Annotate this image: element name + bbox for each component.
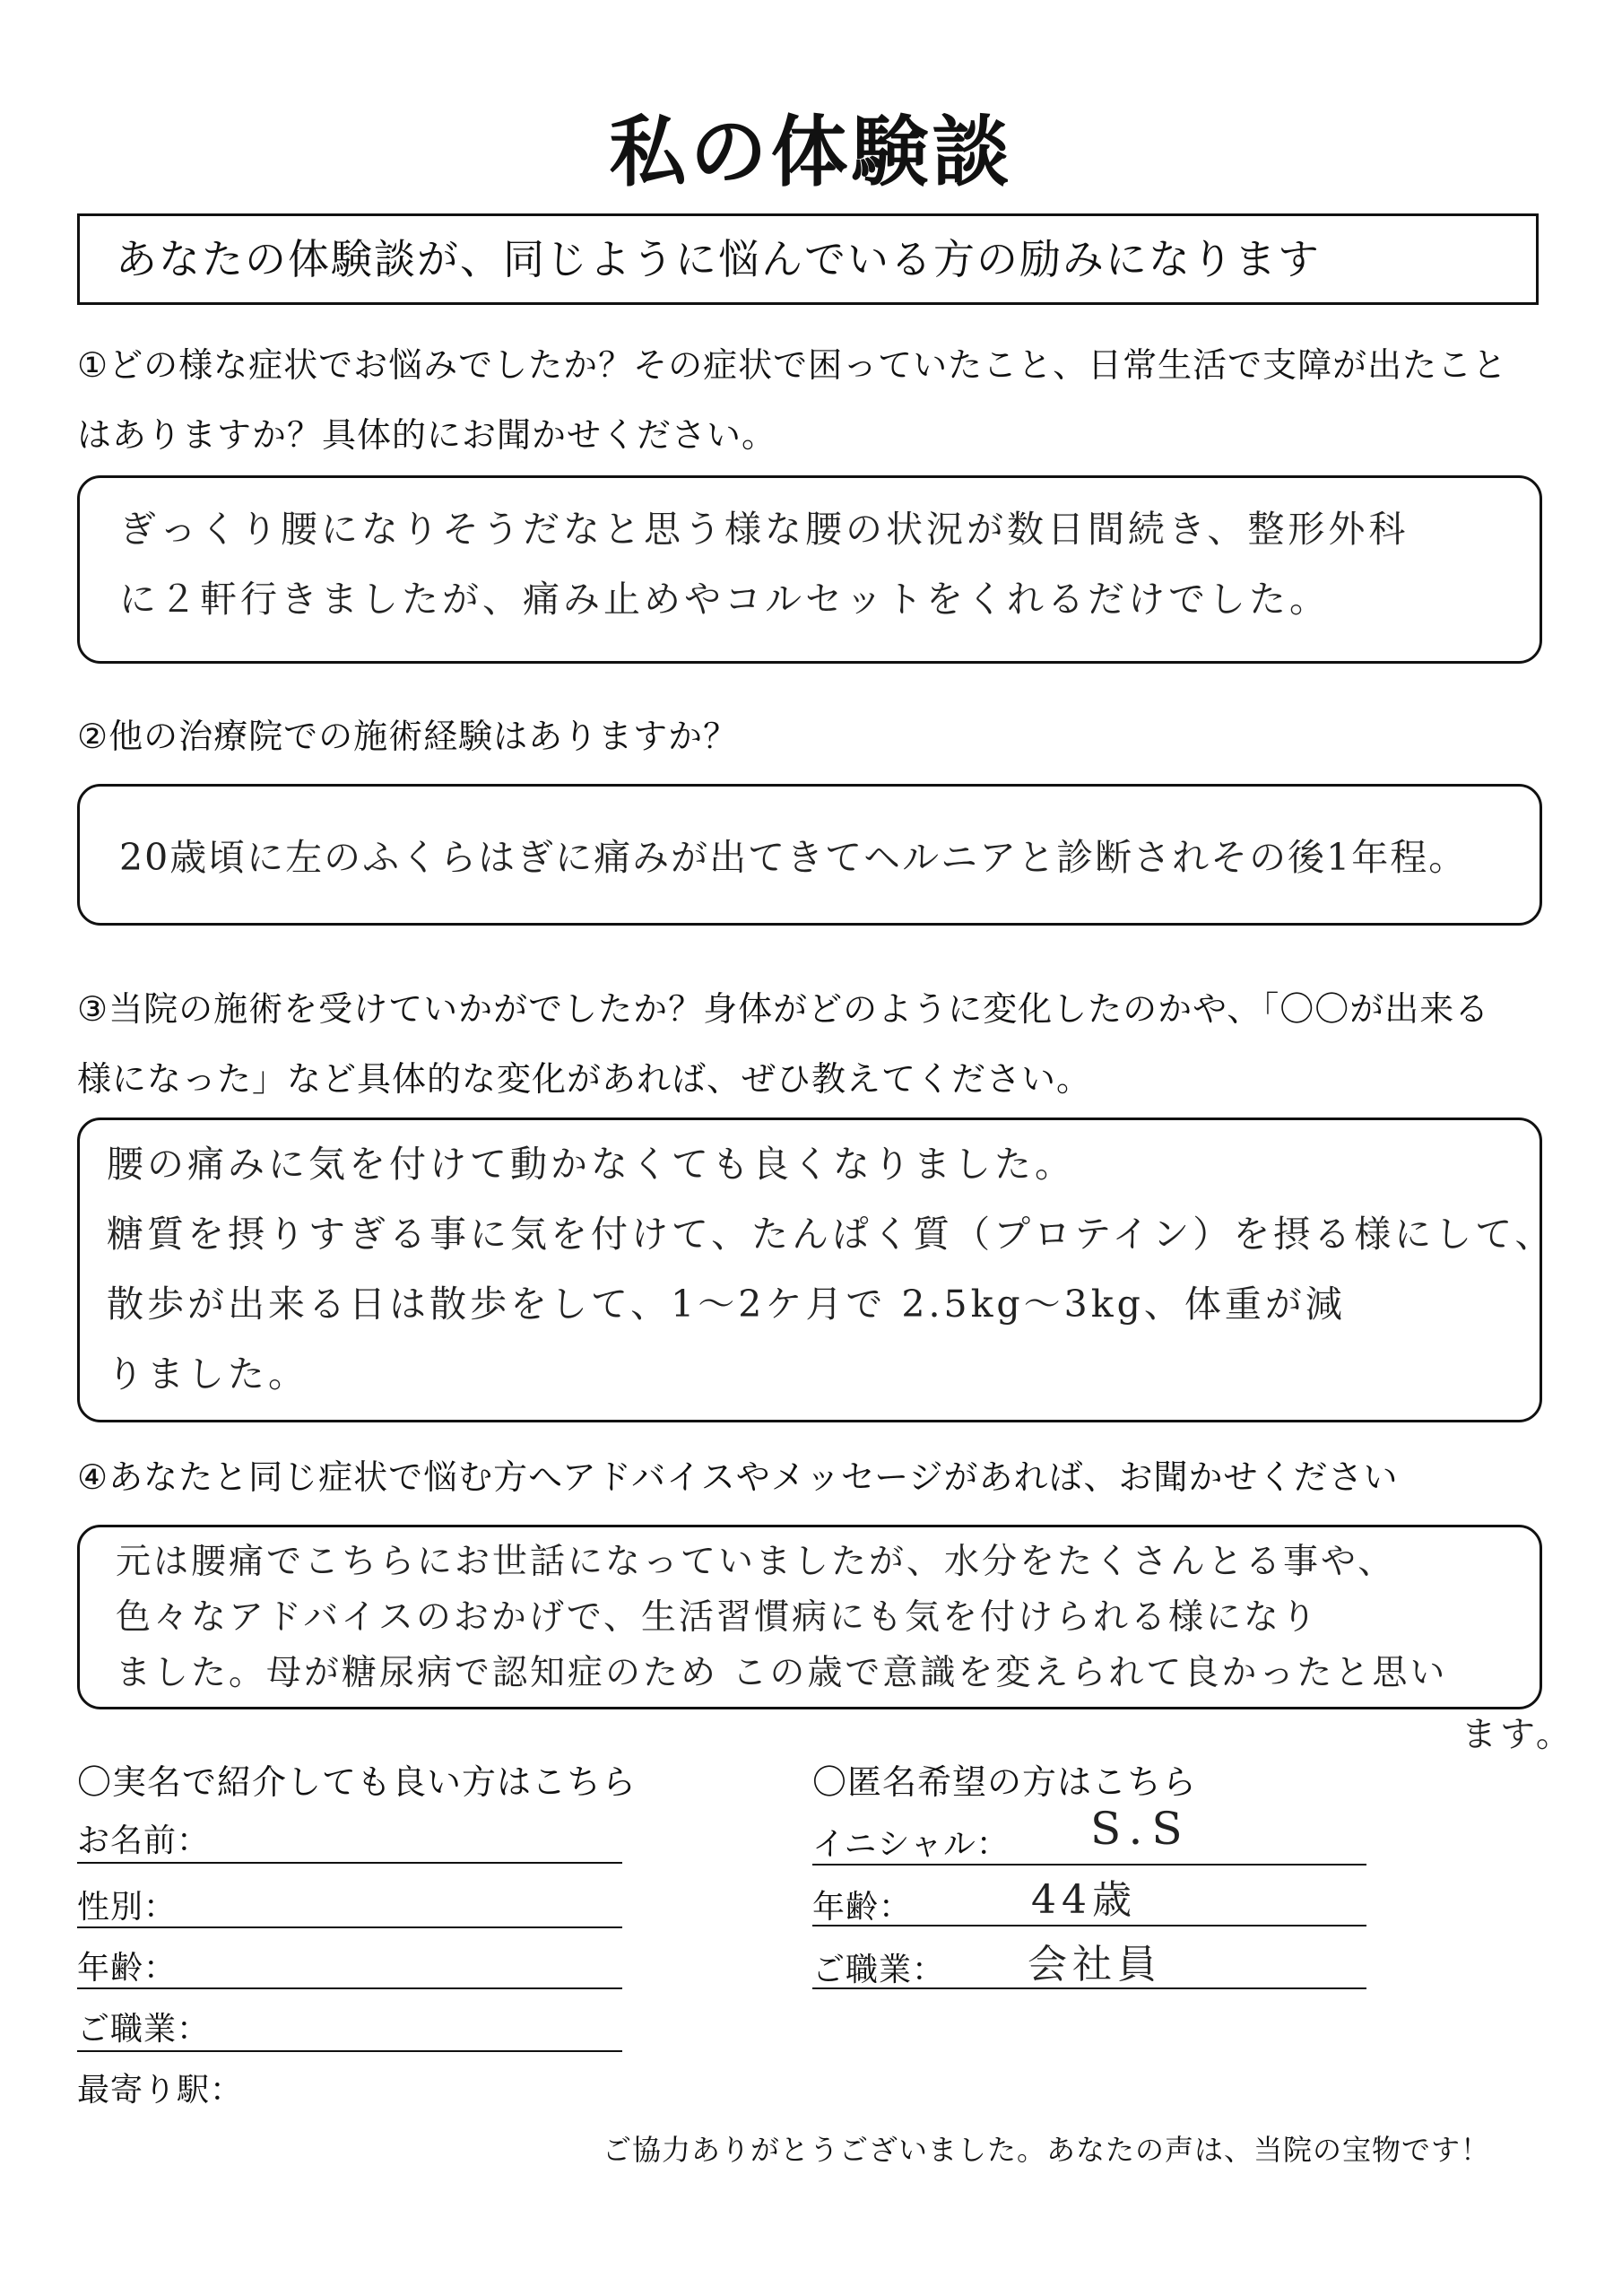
answer-3-line-3: 散歩が出来る日は散歩をして、1～2ケ月で 2.5kg～3kg、体重が減	[107, 1283, 1346, 1326]
question-1-line-2: はありますか？具体的にお聞かせください。	[77, 415, 777, 455]
page-title: 私の体験談	[609, 108, 1013, 197]
name-label: お名前：	[77, 1822, 211, 1859]
answer-1-line-2: に２軒行きましたが、痛み止めやコルセットをくれるだけでした。	[119, 578, 1330, 621]
question-2	[77, 701, 1566, 771]
answer-2-line-1: 20歳頃に左のふくらはぎに痛みが出てきてヘルニアと診断されその後1年程。	[119, 836, 1468, 879]
question-1-line-1: ①どの様な症状でお悩みでしたか？その症状で困っていたこと、日常生活で支障が出たこと	[77, 345, 1508, 385]
answer-box-1	[77, 475, 1542, 664]
occupation-underline	[77, 2050, 622, 2052]
intro-banner: あなたの体験談が、同じように悩んでいる方の励みになります	[77, 213, 1539, 305]
initials-underline	[812, 1864, 1366, 1866]
answer-box-3	[77, 1118, 1556, 1422]
answer-box-4	[77, 1525, 1542, 1709]
anon-age-underline	[812, 1925, 1366, 1926]
initials-value[interactable]: S.S	[1090, 1803, 1192, 1855]
age-underline	[77, 1987, 622, 1989]
question-4-line-1: ④あなたと同じ症状で悩む方へアドバイスやメッセージがあれば、お聞かせください	[77, 1457, 1399, 1497]
gender-label: 性別：	[77, 1889, 178, 1926]
answer-4-line-1: 元は腰痛でこちらにお世話になっていましたが、水分をたくさんとる事や、	[116, 1542, 1396, 1582]
answer-box-2	[77, 784, 1542, 926]
answer-1-line-1: ぎっくり腰になりそうだなと思う様な腰の状況が数日間続き、整形外科	[119, 508, 1409, 551]
name-underline	[77, 1862, 622, 1864]
answer-3-line-1: 腰の痛みに気を付けて動かなくても良くなりました。	[107, 1143, 1075, 1186]
question-1	[77, 330, 1566, 470]
answer-4-line-2: 色々なアドバイスのおかげで、生活習慣病にも気を付けられる様になり	[116, 1597, 1320, 1638]
anon-occupation-label: ご職業：	[812, 1952, 946, 1988]
gender-underline	[77, 1926, 622, 1928]
anon-age-label: 年齢：	[812, 1889, 913, 1926]
occupation-label: ご職業：	[77, 2011, 211, 2048]
answer-4-line-3: ました。母が糖尿病で認知症のため この歳で意識を変えられて良かったと思い	[116, 1653, 1448, 1693]
nearest-station-label: 最寄り駅：	[77, 2072, 244, 2109]
question-3-line-2: 様になった」など具体的な変化があれば、ぜひ教えてください。	[77, 1059, 1092, 1099]
footer-thanks: ご協力ありがとうございました。あなたの声は、当院の宝物です！	[603, 2133, 1491, 2167]
question-2-line-1: ②他の治療院での施術経験はありますか？	[77, 717, 739, 756]
age-label: 年齢：	[77, 1950, 178, 1987]
real-name-heading: 〇実名で紹介しても良い方はこちら	[77, 1762, 638, 1802]
question-3-line-1: ③当院の施術を受けていかがでしたか？身体がどのように変化したのかや、「〇〇が出来る	[77, 989, 1490, 1029]
initials-label: イニシャル：	[812, 1826, 1010, 1863]
question-4	[77, 1442, 1566, 1512]
anon-occupation-value[interactable]: 会社員	[1028, 1942, 1162, 1987]
anonymous-heading: 〇匿名希望の方はこちら	[812, 1762, 1198, 1802]
answer-3-line-4: りました。	[107, 1352, 308, 1396]
answer-4-line-4: ます。	[1462, 1715, 1574, 1755]
answer-3-line-2: 糖質を摂りすぎる事に気を付けて、たんぱく質（プロテイン）を摂る様にして、	[107, 1213, 1556, 1256]
anon-age-value[interactable]: 44歳	[1031, 1877, 1137, 1923]
question-3	[77, 974, 1566, 1114]
